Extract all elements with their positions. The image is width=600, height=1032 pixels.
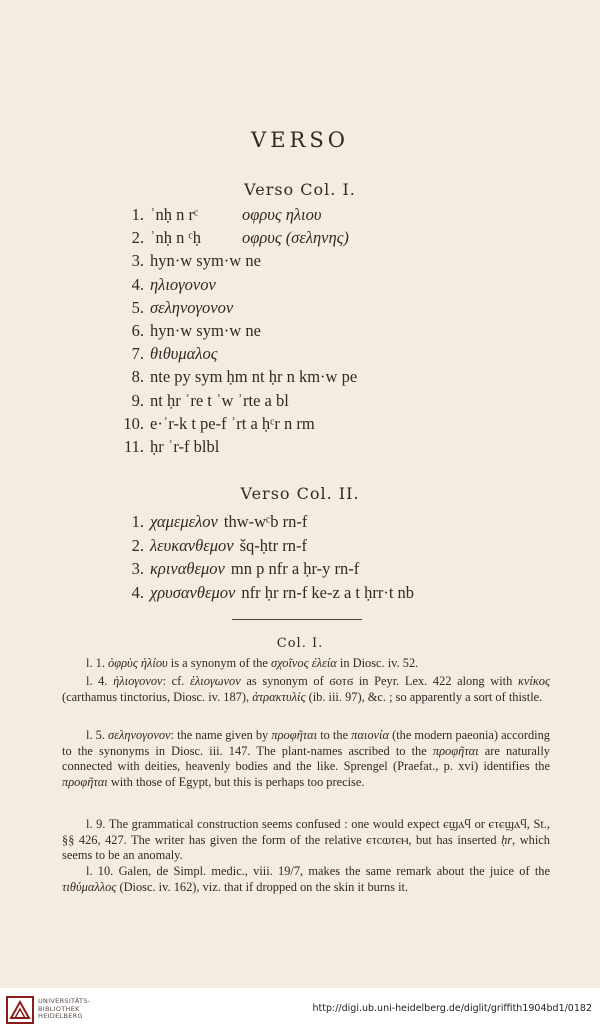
note-line-10: l. 10. Galen, de Simpl. medic., viii. 19/7, makes the same remark about the juice of the τιθύμαλλος (Diosc. iv. 162), viz. that if dropped on the skin it burns it. [62, 864, 550, 894]
col1-line-11 [108, 437, 219, 457]
line-number: 2. [131, 228, 144, 248]
section-divider [232, 619, 362, 620]
col1-line-4 [108, 275, 216, 295]
greek-gloss: σεληνογονον [150, 297, 234, 317]
col1-line-8 [108, 367, 357, 387]
demotic-transliteration: ʾnḥ n ᶜḥ [150, 228, 201, 248]
demotic-transliteration: ʾnḥ n rᶜ [150, 205, 199, 224]
greek-plant-name: λευκανθεμον [150, 535, 234, 555]
col1-line-2 [108, 228, 349, 248]
col1-heading: Verso Col. I. [244, 180, 356, 199]
line-number: 8. [131, 367, 144, 387]
line-number: 9. [131, 390, 144, 410]
demotic-transliteration: šq-ḥtr rn-f [239, 535, 307, 555]
line-number: 11. [123, 437, 144, 456]
line-number: 3. [131, 559, 144, 578]
demotic-transliteration: e·ʾr-k t pe-f ʾrt a ḥᶜr n rm [150, 413, 315, 433]
line-number: 6. [131, 321, 144, 340]
col1-line-3 [108, 251, 261, 271]
greek-gloss: θιθυμαλος [150, 344, 218, 364]
line-number: 7. [131, 344, 144, 364]
greek-plant-name: χρυσανθεμον [150, 582, 236, 602]
demotic-transliteration: ḥr ʾr-f blbl [150, 437, 220, 456]
line-number: 4. [131, 582, 144, 602]
line-number: 2. [131, 535, 144, 555]
col1-line-7 [108, 344, 217, 364]
col1-line-5 [108, 298, 233, 318]
note-line-5: l. 5. σεληνογονον: the name given by προφῆται to the παιονία (the modern paeonia) according to the synonyms in Diosc. iii. 147. The plant-names ascribed to the προφῆται are naturally connected with deities, heavenly bodies and the like. Sprengel (Praefat., p. xvi) identifies the προφῆται with those of Egypt, but this is perhaps too precise. [62, 728, 550, 789]
line-number: 1. [131, 205, 144, 224]
greek-plant-name: χαμεμελον [150, 512, 218, 531]
col1-line-6 [108, 321, 261, 341]
col1-line-9 [108, 391, 289, 411]
note-line-4: l. 4. ἡλιογονον: cf. ἑλιογωνον as synonym of ϭⲟⲧϭ in Peyr. Lex. 422 along with κνίκος (carthamus tinctorius, Diosc. iv. 187), ἀτρακτυλίς (ib. iii. 97), &c. ; so apparently a sort of thistle. [62, 674, 550, 704]
note-line-1: l. 1. ὀφρὺς ἡλίου is a synonym of the σχοῖνος ἐλεία in Diosc. iv. 52. [86, 656, 419, 670]
col2-line-3 [108, 559, 359, 579]
university-library-logo-icon [6, 996, 34, 1024]
col1-line-10 [108, 414, 315, 434]
demotic-transliteration: nt ḥr ʾre t ʾw ʾrte a bl [150, 390, 289, 410]
note-line-9: l. 9. The grammatical construction seems confused : one would expect ⲉϣⲁϥ or ⲉⲧⲉϣⲁϥ, St., §§ 426, 427. The writer has given the form of the relative ⲉⲧⲥⲱⲧⲉⲙ, but has inserted ḥr, which seems to be an anomaly. [62, 817, 551, 863]
col2-heading: Verso Col. II. [240, 484, 360, 503]
line-number: 4. [131, 274, 144, 294]
greek-gloss: οφρυς ηλιου [242, 205, 322, 224]
greek-plant-name: κριναθεμον [150, 559, 225, 578]
line-number: 1. [131, 512, 144, 531]
line-number: 3. [131, 251, 144, 271]
library-name: UNIVERSITÄTS- BIBLIOTHEK HEIDELBERG [38, 997, 91, 1020]
greek-gloss: οφρυς (σεληνης) [242, 228, 349, 248]
col2-line-4 [108, 583, 414, 603]
greek-gloss: ηλιογονον [150, 274, 216, 294]
line-number: 10. [123, 413, 144, 433]
line-number: 5. [131, 297, 144, 317]
source-url[interactable]: http://digi.ub.uni-heidelberg.de/diglit/griffith1904bd1/0182 [312, 1003, 592, 1014]
demotic-transliteration: hyn·w sym·w ne [150, 251, 261, 271]
col2-line-1 [108, 512, 307, 532]
page-title: VERSO [251, 128, 349, 152]
notes-heading: Col. I. [276, 636, 324, 651]
demotic-transliteration: nte py sym ḥm nt ḥr n km·w pe [150, 367, 358, 387]
col1-line-1 [108, 205, 321, 225]
demotic-transliteration: mn p nfr a ḥr-y rn-f [230, 559, 360, 578]
demotic-transliteration: hyn·w sym·w ne [150, 321, 261, 340]
demotic-transliteration: thw-wᶜb rn-f [223, 512, 308, 531]
demotic-transliteration: nfr ḥr rn-f ke-z a t ḥrr·t nb [241, 582, 415, 602]
col2-line-2 [108, 536, 307, 556]
